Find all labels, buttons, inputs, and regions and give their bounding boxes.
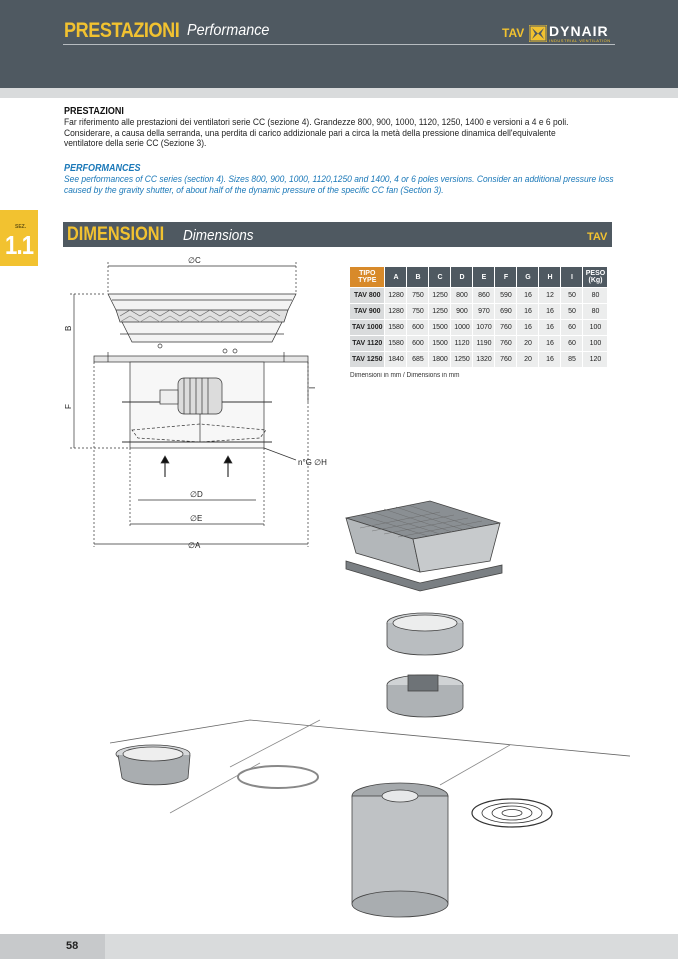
- intro-text: Far riferimento alle prestazioni dei ventilatori serie CC (sezione 4). Grandezze 800, 900, 1000, 1120, 1250, 1400 e versioni a 4 e 6 poli. Considerare, a causa della serranda, una perdita di carico addizionale pari a circa la metà della pressione dinamica dell'equivalente ventilatore della serie CC (Sezione 3).: [64, 117, 569, 148]
- table-header-row: [350, 267, 607, 287]
- cell: 16: [539, 304, 560, 319]
- cell: 970: [473, 304, 494, 319]
- row-type: TAV 900: [350, 304, 384, 319]
- cell: 60: [561, 320, 582, 335]
- cell: 1250: [429, 288, 450, 303]
- cell: 1580: [385, 320, 406, 335]
- cell: 80: [583, 304, 607, 319]
- dimensions-model: TAV: [587, 231, 608, 243]
- exploded-view-illustration: [110, 495, 630, 925]
- cell: 760: [495, 352, 516, 367]
- cell: 100: [583, 320, 607, 335]
- column-header: C: [429, 267, 450, 287]
- dimensions-title-it: DIMENSIONI: [67, 224, 165, 245]
- header-underline-band: [0, 88, 678, 98]
- dim-label-i: I: [308, 386, 317, 389]
- cell: 690: [495, 304, 516, 319]
- dim-label-c: ∅C: [188, 256, 201, 265]
- cell: 1280: [385, 304, 406, 319]
- dim-label-b: B: [64, 325, 73, 331]
- cell: 1120: [451, 336, 472, 351]
- cell: 1280: [385, 288, 406, 303]
- header-rule: [63, 44, 615, 45]
- column-header: G: [517, 267, 538, 287]
- column-header: F: [495, 267, 516, 287]
- cell: 16: [539, 352, 560, 367]
- dimensions-title-en: Dimensions: [183, 227, 254, 244]
- dim-label-e: ∅E: [190, 514, 203, 523]
- cell: 1580: [385, 336, 406, 351]
- column-header: E: [473, 267, 494, 287]
- row-type: TAV 1000: [350, 320, 384, 335]
- performances-heading: PERFORMANCES: [64, 163, 141, 174]
- cell: 16: [517, 320, 538, 335]
- table-row: [350, 288, 607, 303]
- table-row: [350, 304, 607, 319]
- cell: 120: [583, 352, 607, 367]
- dim-label-gh: n°G ∅H: [298, 458, 327, 467]
- cell: 600: [407, 320, 428, 335]
- dimensions-table: [349, 266, 608, 368]
- table-row: [350, 352, 607, 367]
- cell: 750: [407, 288, 428, 303]
- cell: 750: [407, 304, 428, 319]
- dim-label-d: ∅D: [190, 490, 203, 499]
- cell: 20: [517, 336, 538, 351]
- column-header: D: [451, 267, 472, 287]
- column-header: I: [561, 267, 582, 287]
- page-title-it: PRESTAZIONI: [64, 19, 180, 42]
- cell: 1800: [429, 352, 450, 367]
- cell: 80: [583, 288, 607, 303]
- section-tab-label: SEZ.: [15, 224, 27, 230]
- cell: 685: [407, 352, 428, 367]
- page-title-en: Performance: [187, 22, 270, 39]
- cell: 1320: [473, 352, 494, 367]
- row-type: TAV 1120: [350, 336, 384, 351]
- cell: 16: [539, 336, 560, 351]
- cell: 1250: [451, 352, 472, 367]
- table-row: [350, 336, 607, 351]
- cell: 800: [451, 288, 472, 303]
- brand-subtitle: INDUSTRIAL VENTILATION: [549, 38, 611, 43]
- brand-name: DYNAIR: [549, 23, 609, 39]
- dynair-fan-logo-icon: [529, 25, 547, 42]
- column-header: B: [407, 267, 428, 287]
- cell: 20: [517, 352, 538, 367]
- dim-label-f: F: [64, 404, 73, 409]
- cell: 16: [517, 288, 538, 303]
- column-header-type: TIPO TYPE: [350, 267, 384, 287]
- cell: 1250: [429, 304, 450, 319]
- cell: 1070: [473, 320, 494, 335]
- column-header-weight: PESO (Kg): [583, 267, 607, 287]
- cell: 1000: [451, 320, 472, 335]
- cell: 600: [407, 336, 428, 351]
- row-type: TAV 1250: [350, 352, 384, 367]
- cell: 60: [561, 336, 582, 351]
- cell: 760: [495, 320, 516, 335]
- cell: 12: [539, 288, 560, 303]
- cell: 860: [473, 288, 494, 303]
- cell: 1840: [385, 352, 406, 367]
- page-number: 58: [66, 940, 79, 952]
- dim-label-a: ∅A: [188, 541, 201, 550]
- column-header: H: [539, 267, 560, 287]
- header-model: TAV: [502, 26, 525, 40]
- cell: 1500: [429, 320, 450, 335]
- section-number: 1.1: [5, 230, 34, 260]
- cell: 1190: [473, 336, 494, 351]
- cell: 50: [561, 304, 582, 319]
- cell: 85: [561, 352, 582, 367]
- footer-page-block: [0, 934, 105, 959]
- cell: 50: [561, 288, 582, 303]
- table-row: [350, 320, 607, 335]
- cell: 590: [495, 288, 516, 303]
- cell: 16: [539, 320, 560, 335]
- column-header: A: [385, 267, 406, 287]
- cell: 900: [451, 304, 472, 319]
- performances-text: See performances of CC series (section 4). Sizes 800, 900, 1000, 1120,1250 and 1400, 4 or 6 poles versions. Consider an additional pressure loss caused by the gravity shutter, of about half of the dynamic pressure of the specific CC fan (Section 3).: [64, 174, 614, 195]
- cell: 760: [495, 336, 516, 351]
- row-type: TAV 800: [350, 288, 384, 303]
- cell: 100: [583, 336, 607, 351]
- table-note: Dimensioni in mm / Dimensions in mm: [350, 372, 460, 379]
- cell: 1500: [429, 336, 450, 351]
- cell: 16: [517, 304, 538, 319]
- intro-heading: PRESTAZIONI: [64, 106, 124, 117]
